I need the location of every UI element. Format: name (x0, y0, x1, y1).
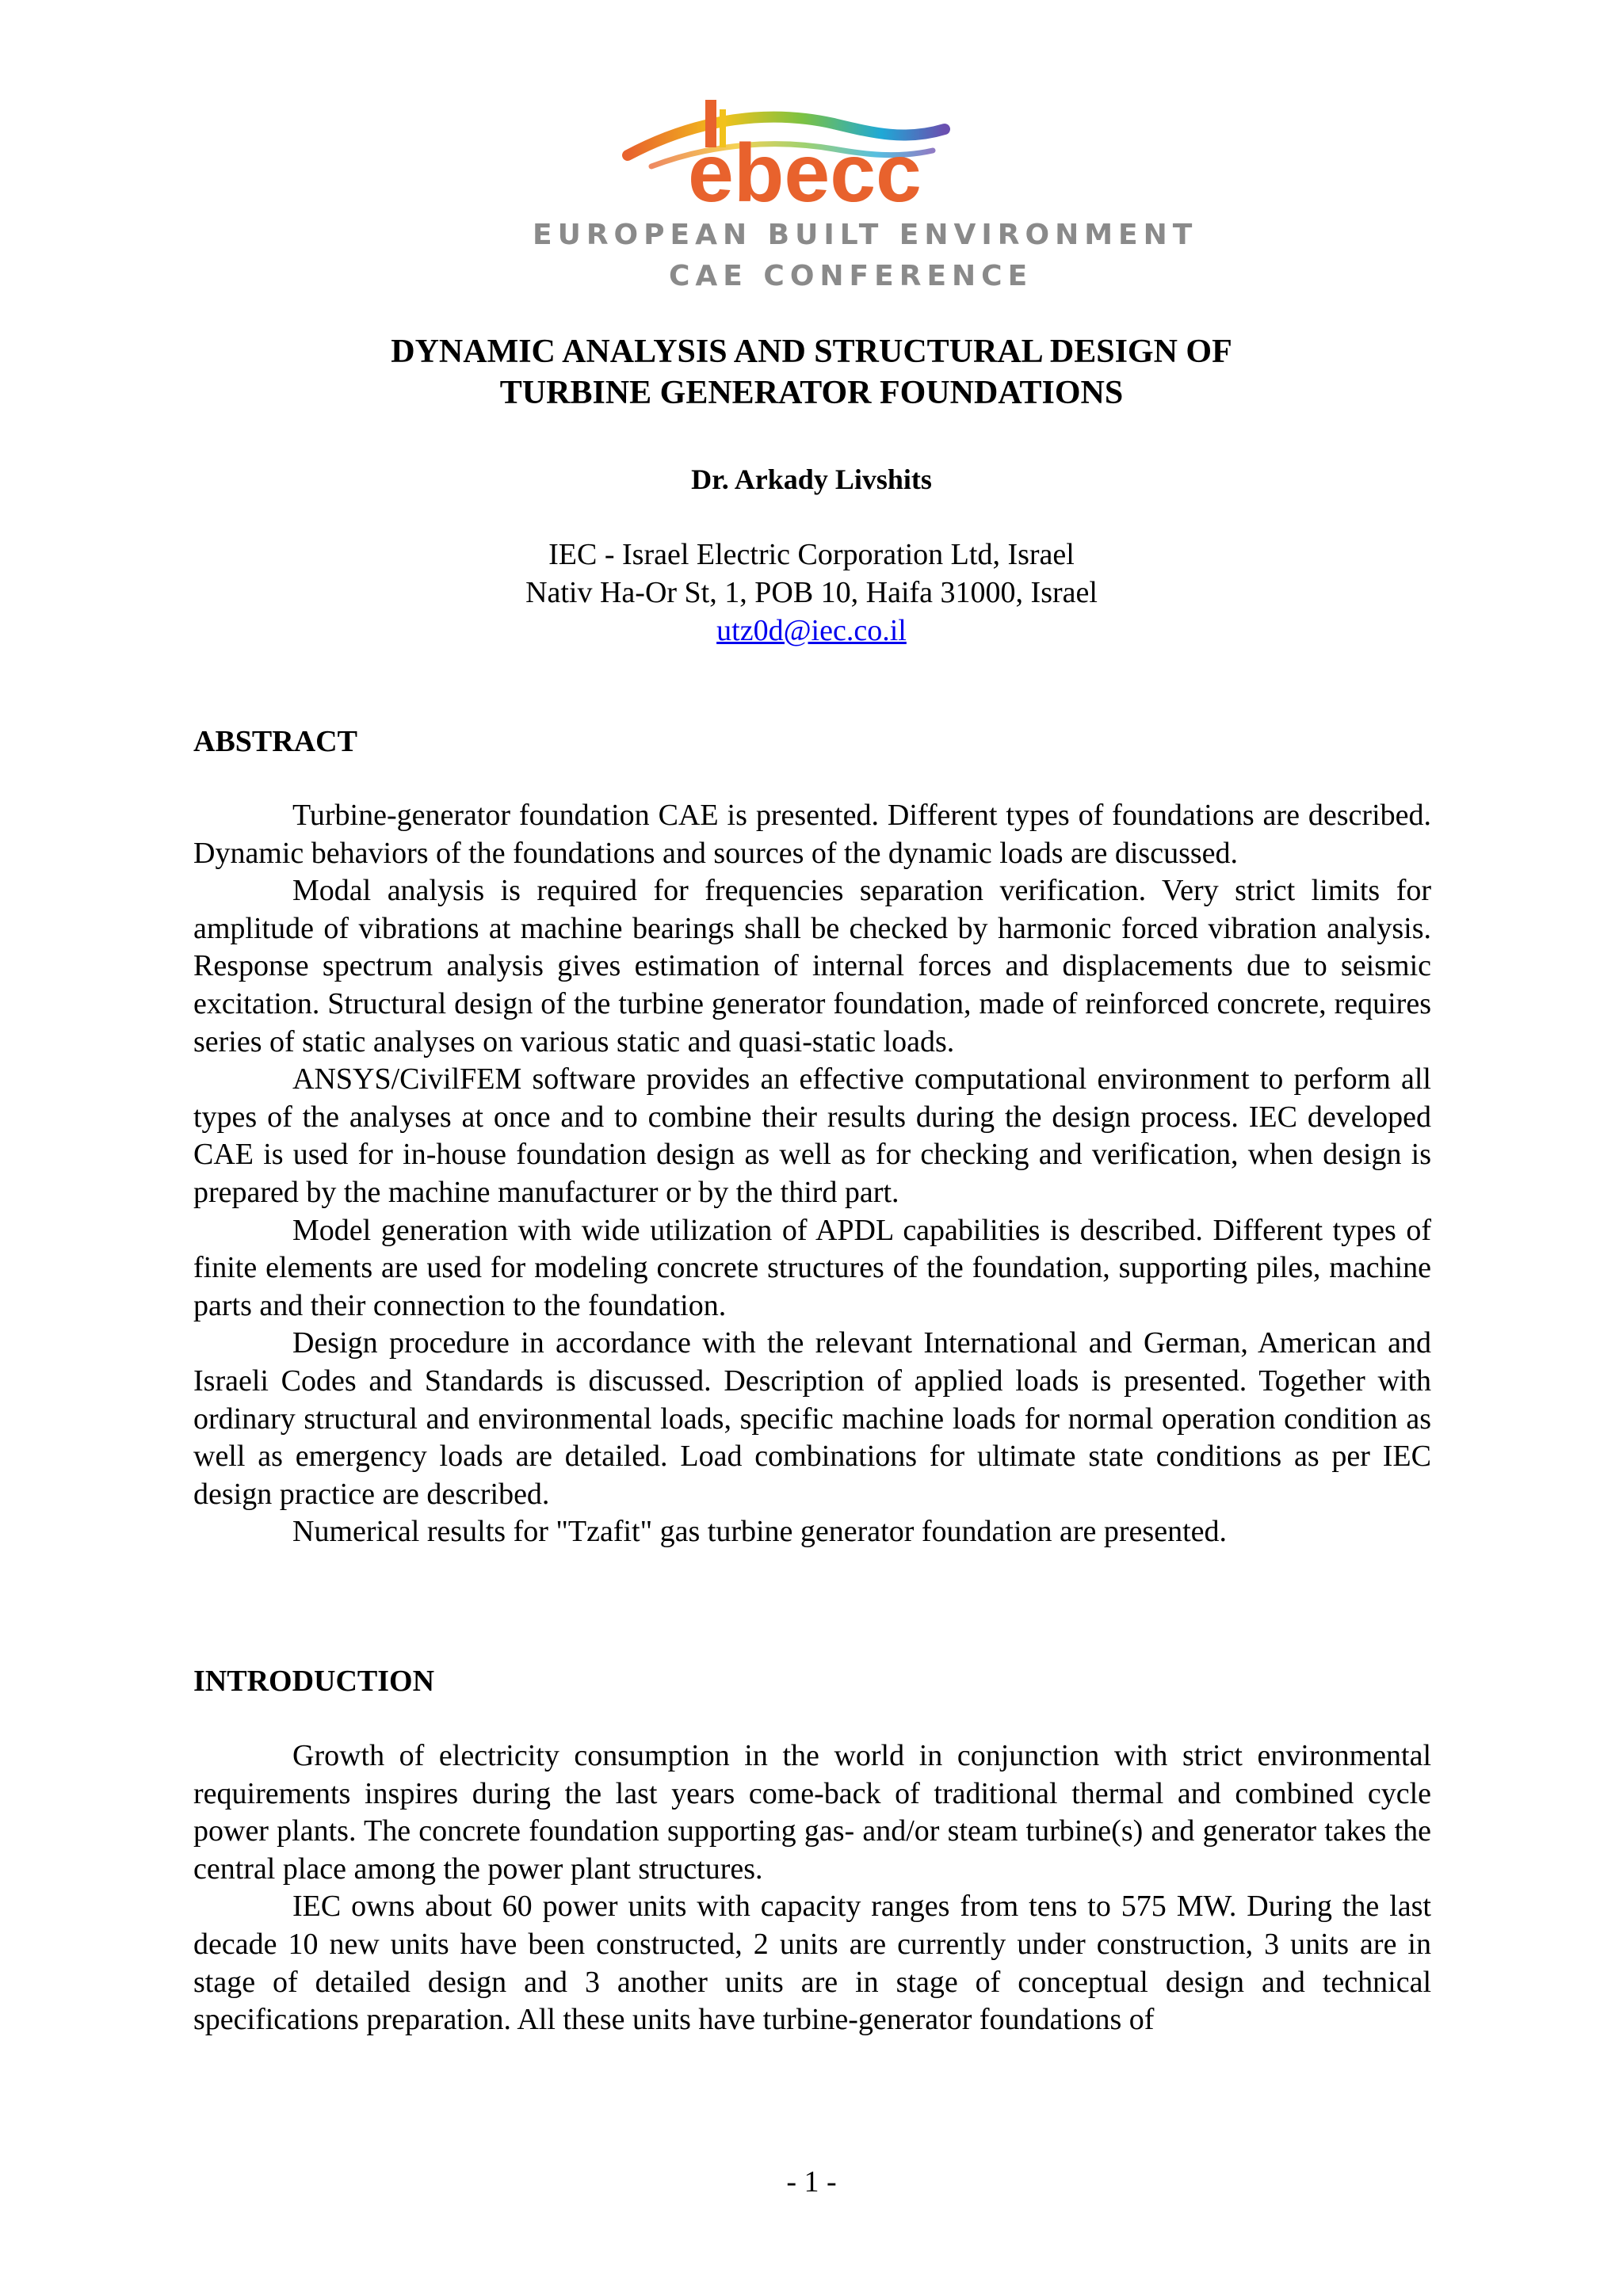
author-name: Dr. Arkady Livshits (691, 463, 932, 495)
abstract-paragraph: Design procedure in accordance with the relevant International and German, American and Israeli Codes and Standards is discussed. Description of applied loads is presented. Together with ordinary structural and environmental loads, specific machine loads for normal operation condition as well as emergency loads are detailed. Load combinations for ultimate state conditions as per IEC design practice are described. (193, 1326, 1431, 1511)
paper-title-line1: DYNAMIC ANALYSIS AND STRUCTURAL DESIGN OF (391, 334, 1232, 370)
logo-wordmark: ebecc (688, 128, 922, 219)
logo-line1: EUROPEAN BUILT ENVIRONMENT (533, 219, 1198, 251)
abstract-body (193, 797, 1431, 1551)
abstract-paragraph: ANSYS/CivilFEM software provides an effective computational environment to perform all types of the analyses at once and to combine their results during the design process. IEC developed CAE is used for in-house foundation design as well as for checking and verification, when design is prepared by the machine manufacturer or by the third part. (193, 1062, 1431, 1209)
abstract-paragraph: Modal analysis is required for frequencies separation verification. Very strict limits for amplitude of vibrations at machine bearings shall be checked by harmonic forced vibration analysis. Response spectrum analysis gives estimation of internal forces and displacements due to seismic excitation. Structural design of the turbine generator foundation, made of reinforced concrete, requires series of static analyses on various static and quasi-static loads. (193, 874, 1431, 1058)
affiliation-line1: IEC - Israel Electric Corporation Ltd, Israel (548, 538, 1075, 571)
abstract-paragraph: Model generation with wide utilization of APDL capabilities is described. Different types of finite elements are used for modeling concrete structures of the foundation, supporting piles, machine parts and their connection to the foundation. (193, 1213, 1431, 1322)
affiliation-line2: Nativ Ha-Or St, 1, POB 10, Haifa 31000, Israel (525, 576, 1098, 609)
author-email-link[interactable]: utz0d@iec.co.il (716, 614, 907, 647)
ebecc-logo-graphic (533, 93, 1198, 293)
introduction-paragraph: IEC owns about 60 power units with capacity ranges from tens to 575 MW. During the last decade 10 new units have been constructed, 2 units are currently under construction, 3 units are in stage of detailed design and 3 another units are in stage of conceptual design and technical specifications preparation. All these units have turbine-generator foundations of (193, 1890, 1431, 2037)
conference-logo (533, 93, 1198, 293)
abstract-paragraph: Numerical results for "Tzafit" gas turbine generator foundation are presented. (292, 1515, 1228, 1549)
introduction-body (193, 1737, 1431, 2039)
paper-title-line2: TURBINE GENERATOR FOUNDATIONS (499, 375, 1124, 411)
introduction-heading: INTRODUCTION (193, 1665, 435, 1698)
introduction-paragraph: Growth of electricity consumption in the world in conjunction with strict environmental requirements inspires during the last years come-back of traditional thermal and combined cycle power plants. The concrete foundation supporting gas- and/or steam turbine(s) and generator takes the central place among the power plant structures. (193, 1739, 1431, 1886)
logo-line2: CAE CONFERENCE (669, 260, 1033, 292)
abstract-paragraph: Turbine-generator foundation CAE is presented. Different types of foundations are described. Dynamic behaviors of the foundations and sources of the dynamic loads are discussed. (193, 799, 1431, 870)
page-number: - 1 - (786, 2165, 837, 2199)
abstract-heading: ABSTRACT (193, 725, 357, 758)
